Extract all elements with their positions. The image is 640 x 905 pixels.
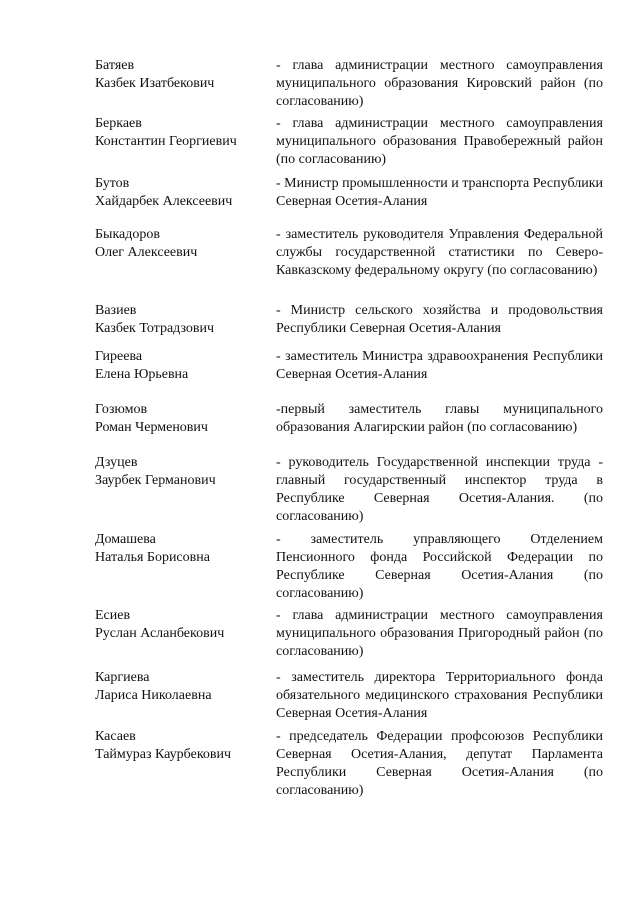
surname: Бутов	[95, 176, 130, 191]
person-name	[95, 728, 275, 764]
person-name	[95, 175, 275, 211]
given-names: Елена Юрьевна	[95, 367, 189, 382]
given-names: Хайдарбек Алексеевич	[95, 194, 233, 209]
position-description: - Министр сельского хозяйства и продовольствия Республики Северная Осетия-Алания	[276, 303, 603, 336]
surname: Гозюмов	[95, 402, 148, 417]
position-description: - руководитель Государственной инспекции труда - главный государственный инспектор труда в Республике Северная Осетия-Алания. (по согласованию)	[276, 455, 603, 524]
surname: Дзуцев	[95, 455, 138, 470]
position-description: - заместитель директора Территориального фонда обязательного медицинского страхования Республики Северная Осетия-Алания	[276, 670, 603, 721]
given-names: Константин Георгиевич	[95, 134, 237, 149]
given-names: Заурбек Германович	[95, 473, 216, 488]
person-name	[95, 115, 275, 151]
person-name	[95, 401, 275, 437]
given-names: Олег Алексеевич	[95, 245, 198, 260]
person-name	[95, 531, 275, 567]
given-names: Наталья Борисовна	[95, 550, 210, 565]
position-description: -первый заместитель главы муниципального образования Алагирскии район (по согласованию)	[276, 402, 603, 435]
given-names: Лариса Николаевна	[95, 688, 212, 703]
person-name	[95, 669, 275, 705]
given-names: Казбек Тотрадзович	[95, 321, 215, 336]
surname: Беркаев	[95, 116, 142, 131]
surname: Домашева	[95, 532, 156, 547]
surname: Батяев	[95, 58, 135, 73]
position-description: - Министр промышленности и транспорта Республики Северная Осетия-Алания	[276, 176, 603, 209]
surname: Есиев	[95, 608, 131, 623]
position-description: - заместитель руководителя Управления Федеральной службы государственной статистики по Северо-Кавказскому федеральному округу (по согласованию)	[276, 227, 603, 278]
given-names: Таймураз Каурбекович	[95, 747, 232, 762]
surname: Быкадоров	[95, 227, 160, 242]
surname: Гиреева	[95, 349, 143, 364]
position-description: - глава администрации местного самоуправления муниципального образования Кировский район (по согласованию)	[276, 58, 603, 109]
surname: Вазиев	[95, 303, 137, 318]
person-name	[95, 348, 275, 384]
position-description: - глава администрации местного самоуправления муниципального образования Пригородный район (по согласованию)	[276, 608, 603, 659]
surname: Каргиева	[95, 670, 150, 685]
position-description: - глава администрации местного самоуправления муниципального образования Правобережный район (по согласованию)	[276, 116, 603, 167]
given-names: Казбек Изатбекович	[95, 76, 215, 91]
person-name	[95, 302, 275, 338]
person-name	[95, 607, 275, 643]
person-name	[95, 226, 275, 262]
position-description: - председатель Федерации профсоюзов Республики Северная Осетия-Алания, депутат Парламента Республики Северная Осетия-Алания (по согласованию)	[276, 729, 603, 798]
given-names: Руслан Асланбекович	[95, 626, 225, 641]
person-name	[95, 57, 275, 93]
person-name	[95, 454, 275, 490]
given-names: Роман Черменович	[95, 420, 208, 435]
position-description: - заместитель Министра здравоохранения Республики Северная Осетия-Алания	[276, 349, 603, 382]
position-description: - заместитель управляющего Отделением Пенсионного фонда Российской Федерации по Республике Северная Осетия-Алания (по согласованию)	[276, 532, 603, 601]
surname: Касаев	[95, 729, 136, 744]
